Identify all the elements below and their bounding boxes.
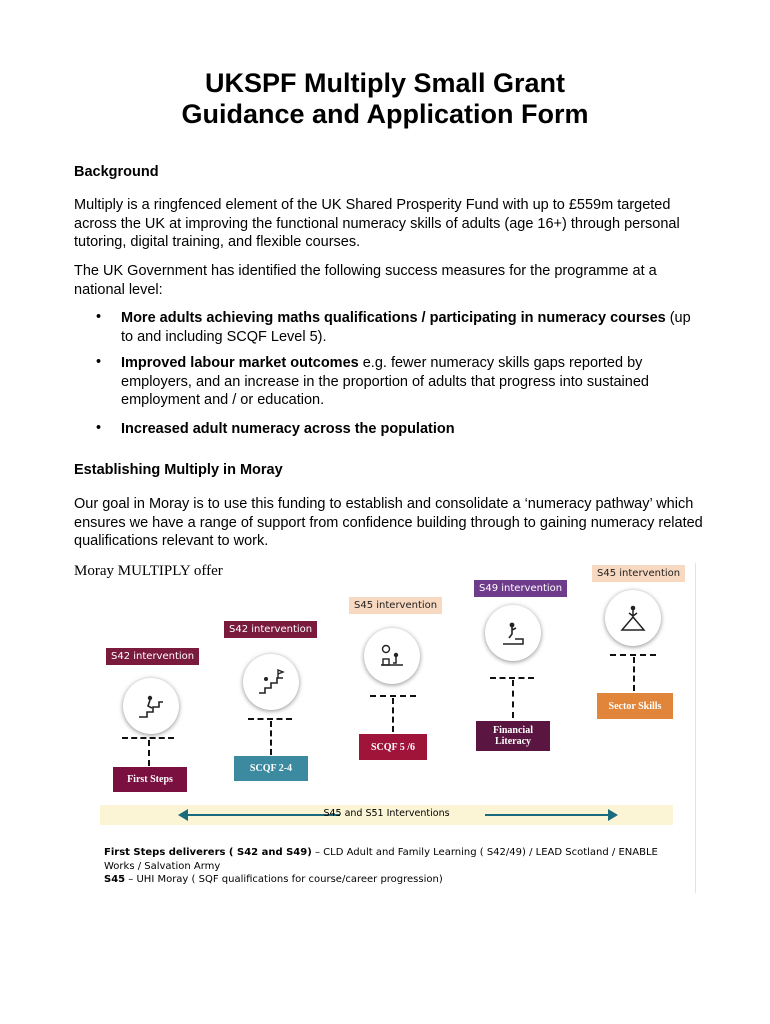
dash-connector (490, 677, 534, 679)
dash-connector (633, 657, 635, 691)
document-title (0, 68, 770, 130)
establishing-paragraph: Our goal in Moray is to use this funding to establish and consolidate a ‘numeracy pathway’ which ensures we have a range of support from confidence building through to gaining numeracy related qualifications relevant to work. (74, 496, 703, 549)
dash-connector (610, 654, 656, 656)
footer-2-bold: S45 (104, 874, 126, 885)
person-podium-icon-svg (498, 618, 528, 648)
intervention-label-5: S45 intervention (592, 565, 685, 582)
figure-title: Moray MULTIPLY offer (74, 563, 223, 579)
bullet-item-1 (121, 309, 701, 346)
person-climbing-steps-icon-svg (136, 691, 166, 721)
dash-connector (512, 680, 514, 718)
intervention-label-3: S45 intervention (349, 597, 442, 614)
background-paragraph-1: Multiply is a ringfenced element of the UK Shared Prosperity Fund with up to £559m targeted across the UK at improving the functional numeracy skills of adults (age 16+) through personal tutoring, digital training, and flexible courses. (74, 197, 680, 250)
footer-1-rest: – CLD Adult and Family Learning ( S42/49) / LEAD Scotland / ENABLE Works / Salvation Army (104, 847, 658, 872)
stage-financial-literacy: Financial Literacy (476, 721, 550, 751)
figure-footer-line-2 (104, 873, 684, 887)
bullet-marker: • (96, 354, 102, 370)
bullet-2-bold: Improved labour market outcomes (121, 355, 359, 371)
bullet-1-bold: More adults achieving maths qualifications / participating in numeracy courses (121, 310, 666, 326)
footer-2-rest: – UHI Moray ( SQF qualifications for course/career progression) (125, 874, 443, 885)
bullet-marker: • (96, 420, 102, 436)
bullet-marker: • (96, 309, 102, 325)
stage-sector-skills: Sector Skills (597, 693, 673, 719)
person-idea-icon (364, 628, 420, 684)
bullet-item-2 (121, 354, 701, 410)
intervention-label-2: S42 intervention (224, 621, 317, 638)
dash-connector (248, 718, 292, 720)
stairs-flag-icon (243, 654, 299, 710)
establishing-heading: Establishing Multiply in Moray (74, 462, 283, 478)
dash-connector (148, 740, 150, 766)
background-heading: Background (74, 164, 159, 180)
stage-scqf-5-6: SCQF 5 /6 (359, 734, 427, 760)
dash-connector (122, 737, 174, 739)
interventions-band (100, 805, 673, 825)
person-summit-icon (605, 590, 661, 646)
figure-border (695, 563, 696, 893)
intervention-label-1: S42 intervention (106, 648, 199, 665)
person-climbing-steps-icon (123, 678, 179, 734)
dash-connector (270, 721, 272, 755)
footer-1-bold: First Steps deliverers ( S42 and S49) (104, 847, 312, 858)
title-line-1: UKSPF Multiply Small Grant (204, 68, 566, 98)
band-label: S45 and S51 Interventions (323, 808, 450, 819)
figure-footer-line-1 (104, 846, 684, 873)
dash-connector (392, 698, 394, 732)
bullet-3-bold: Increased adult numeracy across the population (121, 421, 455, 437)
bullet-item-3 (121, 420, 701, 439)
dash-connector (370, 695, 416, 697)
person-podium-icon (485, 605, 541, 661)
stage-scqf-2-4: SCQF 2-4 (234, 756, 308, 781)
background-paragraph-2: The UK Government has identified the following success measures for the programme at a national level: (74, 263, 657, 298)
bullet-2-rest: e.g. fewer numeracy skills gaps reported by employers, and an increase in the proportion of adults that progress into sustained employment and / or education. (121, 355, 649, 408)
title-line-2: Guidance and Application Form (181, 99, 589, 129)
person-summit-icon-svg (618, 603, 648, 633)
person-idea-icon-svg (377, 641, 407, 671)
stairs-flag-icon-svg (256, 667, 286, 697)
intervention-label-4: S49 intervention (474, 580, 567, 597)
stage-first-steps: First Steps (113, 767, 187, 792)
bullet-1-rest: (up to and including SCQF Level 5). (121, 310, 691, 345)
